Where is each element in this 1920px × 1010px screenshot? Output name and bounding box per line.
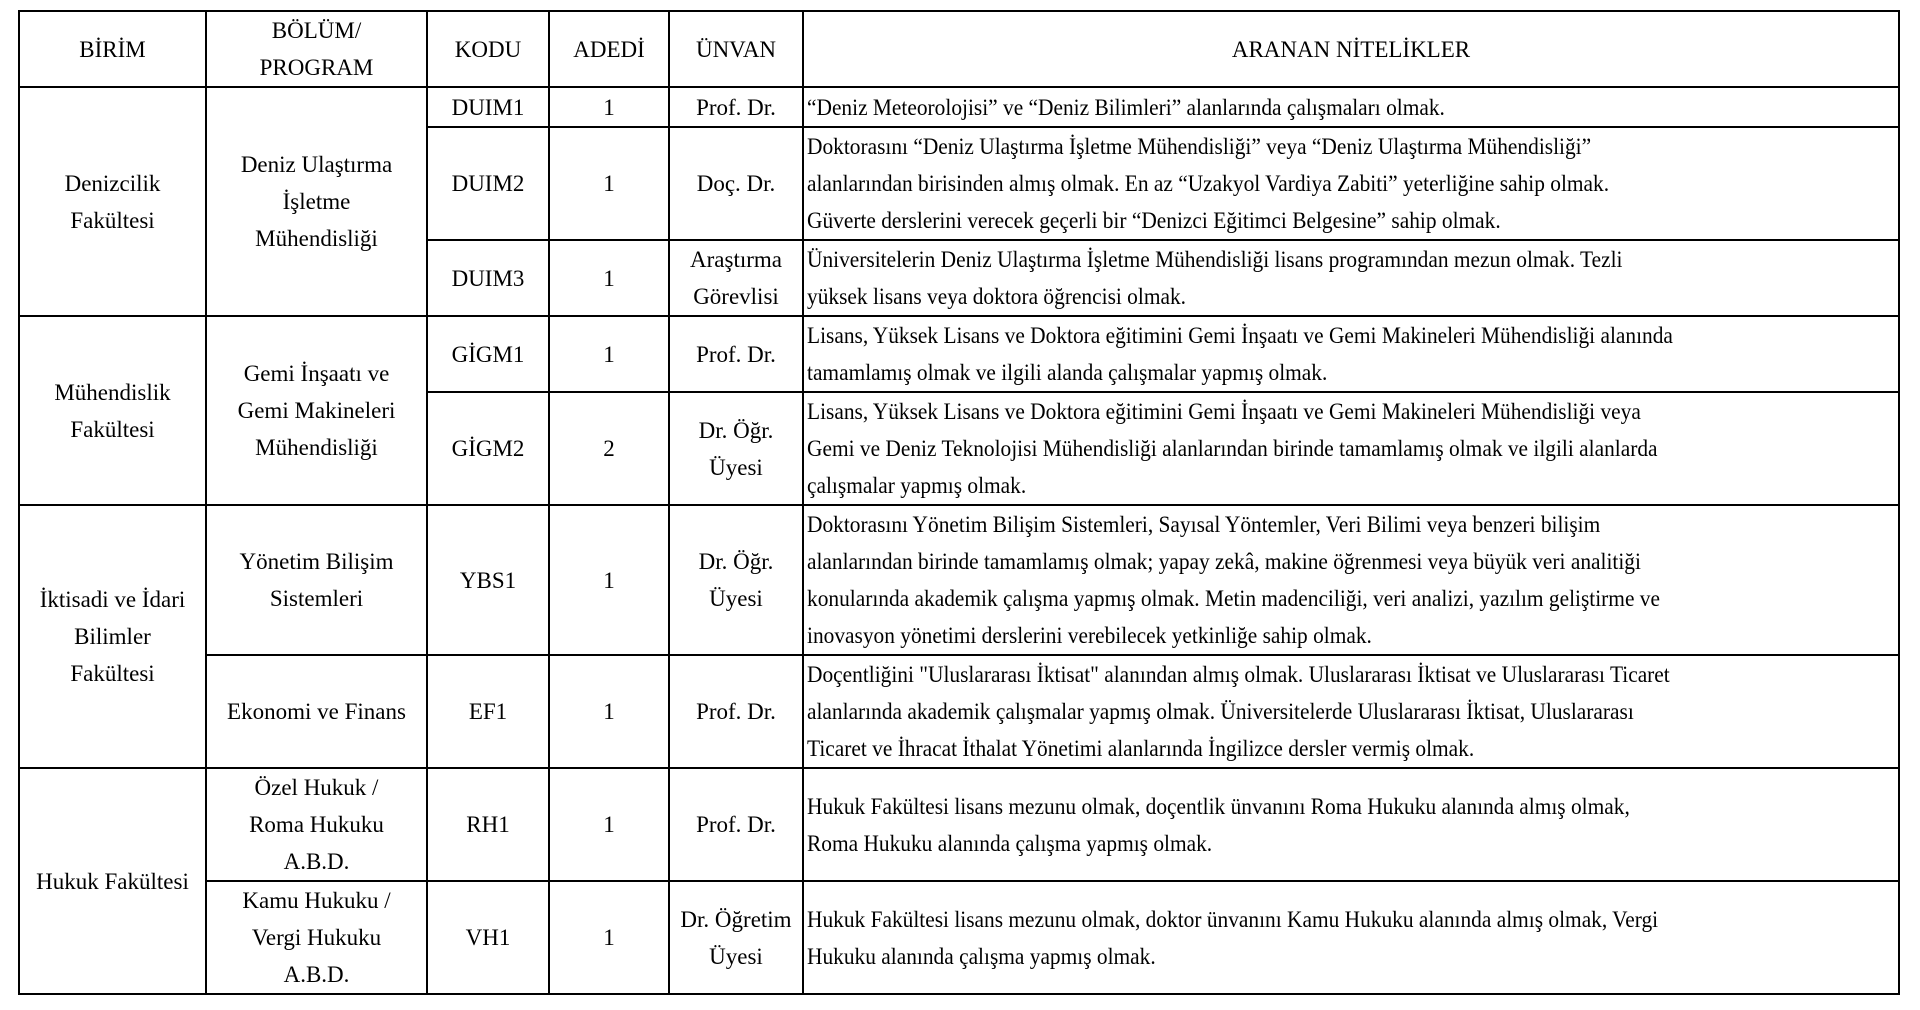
title-cell — [669, 505, 803, 655]
header-nitelikler: ARANAN NİTELİKLER — [803, 11, 1899, 87]
unit-name-line: Mühendislik — [54, 379, 171, 405]
header-row — [19, 11, 1899, 87]
header-adedi: ADEDİ — [549, 11, 669, 87]
qualifications-cell — [803, 127, 1899, 240]
unit-cell — [19, 768, 206, 994]
count-cell: 1 — [549, 87, 669, 127]
program-name-line: Yönetim Bilişim — [239, 549, 394, 574]
qualifications-cell — [803, 87, 1899, 127]
title-cell — [669, 768, 803, 881]
qualifications-cell — [803, 392, 1899, 505]
qualification-line: çalışmalar yapmış olmak. — [807, 473, 1027, 498]
unit-name-line: Denizcilik — [64, 170, 161, 196]
program-name-line: Gemi Makineleri — [237, 398, 396, 423]
qualification-line: alanlarından birinde tamamlamış olmak; yapay zekâ, makine öğrenmesi veya büyük veri analitiği — [807, 549, 1641, 574]
program-cell — [206, 768, 427, 881]
program-name-line: Sistemleri — [269, 586, 364, 611]
code-cell: GİGM1 — [427, 316, 549, 392]
program-name-line: A.B.D. — [283, 849, 350, 874]
qualification-line: Hukuku alanında çalışma yapmış olmak. — [807, 943, 1156, 969]
qualification-line: Ticaret ve İhracat İthalat Yönetimi alanlarında İngilizce dersler vermiş olmak. — [807, 736, 1475, 761]
title-cell — [669, 316, 803, 392]
qualification-line: tamamlamış olmak ve ilgili alanda çalışmalar yapmış olmak. — [807, 360, 1328, 385]
table-row — [19, 655, 1899, 768]
code-cell: VH1 — [427, 881, 549, 994]
program-cell — [206, 505, 427, 655]
program-name-line: Gemi İnşaatı ve — [243, 361, 390, 386]
qualifications-cell — [803, 240, 1899, 316]
qualification-line: Roma Hukuku alanında çalışma yapmış olmak. — [807, 830, 1213, 856]
qualifications-cell — [803, 316, 1899, 392]
title-line: Prof. Dr. — [696, 699, 776, 724]
qualification-line: Lisans, Yüksek Lisans ve Doktora eğitimini Gemi İnşaatı ve Gemi Makineleri Mühendisliği alanında — [807, 323, 1673, 348]
unit-cell — [19, 505, 206, 768]
title-cell — [669, 87, 803, 127]
code-cell: DUIM3 — [427, 240, 549, 316]
program-cell — [206, 881, 427, 994]
qualification-line: yüksek lisans veya doktora öğrencisi olmak. — [807, 284, 1187, 309]
count-cell: 1 — [549, 505, 669, 655]
unit-cell — [19, 316, 206, 505]
program-cell — [206, 655, 427, 768]
title-cell — [669, 655, 803, 768]
code-cell: RH1 — [427, 768, 549, 881]
qualification-line: konularında akademik çalışma yapmış olmak. Metin madenciliği, veri analizi, yazılım geliştirme ve — [807, 586, 1660, 611]
table-row — [19, 768, 1899, 881]
unit-name-line: Fakültesi — [70, 661, 155, 686]
count-cell: 1 — [549, 768, 669, 881]
title-line: Dr. Öğr. — [698, 549, 774, 574]
count-cell: 1 — [549, 655, 669, 768]
qualification-line: Doktorasını “Deniz Ulaştırma İşletme Mühendisliği” veya “Deniz Ulaştırma Mühendisliği” — [807, 134, 1592, 159]
header-bolum — [206, 11, 427, 87]
title-cell — [669, 127, 803, 240]
title-line: Üyesi — [709, 586, 763, 611]
code-cell: EF1 — [427, 655, 549, 768]
qualification-line: alanlarından birisinden almış olmak. En az “Uzakyol Vardiya Zabiti” yeterliğine sahip olmak. — [807, 171, 1610, 196]
program-name-line: Mühendisliği — [255, 226, 378, 251]
count-cell: 1 — [549, 127, 669, 240]
title-line: Prof. Dr. — [696, 94, 776, 120]
header-bolum-line: PROGRAM — [259, 55, 374, 80]
header-bolum-line: BÖLÜM/ — [271, 18, 362, 43]
qualification-line: Doktorasını Yönetim Bilişim Sistemleri, Sayısal Yöntemler, Veri Bilimi veya benzeri bilişim — [807, 512, 1601, 537]
program-name-line: Ekonomi ve Finans — [227, 699, 406, 724]
unit-cell — [19, 87, 206, 316]
qualifications-cell — [803, 768, 1899, 881]
qualification-line: alanlarında akademik çalışmalar yapmış olmak. Üniversitelerde Uluslararası İktisat, Uluslararası — [807, 699, 1634, 724]
table-row — [19, 316, 1899, 392]
program-name-line: Roma Hukuku — [249, 812, 384, 837]
qualification-line: “Deniz Meteorolojisi” ve “Deniz Bilimleri” alanlarında çalışmaları olmak. — [807, 94, 1445, 120]
qualifications-cell — [803, 505, 1899, 655]
unit-name-line: İktisadi ve İdari — [39, 587, 186, 612]
count-cell: 1 — [549, 240, 669, 316]
academic-positions-table — [18, 10, 1900, 995]
program-name-line: Mühendisliği — [255, 435, 378, 460]
title-line: Üyesi — [709, 454, 763, 480]
qualification-line: Gemi ve Deniz Teknolojisi Mühendisliği alanlarından birinde tamamlamış olmak ve ilgili alanlarda — [807, 436, 1658, 461]
qualifications-cell — [803, 881, 1899, 994]
header-birim: BİRİM — [19, 11, 206, 87]
program-cell — [206, 87, 427, 316]
qualification-line: Güverte derslerini verecek geçerli bir “Denizci Eğitimci Belgesine” sahip olmak. — [807, 208, 1501, 233]
program-name-line: Özel Hukuk / — [254, 775, 379, 800]
unit-name-line: Hukuk Fakültesi — [36, 868, 189, 894]
unit-name-line: Fakültesi — [70, 207, 155, 233]
program-name-line: Vergi Hukuku — [251, 925, 382, 950]
title-line: Araştırma — [690, 247, 782, 272]
unit-name-line: Fakültesi — [70, 416, 155, 442]
table-row — [19, 881, 1899, 994]
qualifications-cell — [803, 655, 1899, 768]
qualification-line: Lisans, Yüksek Lisans ve Doktora eğitimini Gemi İnşaatı ve Gemi Makineleri Mühendisliği veya — [807, 399, 1641, 424]
title-line: Doç. Dr. — [696, 171, 776, 196]
title-cell — [669, 392, 803, 505]
title-line: Dr. Öğretim — [680, 906, 792, 932]
program-name-line: A.B.D. — [283, 962, 350, 987]
title-line: Dr. Öğr. — [698, 417, 774, 443]
table-row — [19, 505, 1899, 655]
code-cell: YBS1 — [427, 505, 549, 655]
code-cell: DUIM1 — [427, 87, 549, 127]
program-name-line: Kamu Hukuku / — [242, 888, 391, 913]
title-line: Prof. Dr. — [696, 341, 776, 367]
title-cell — [669, 240, 803, 316]
qualification-line: Hukuk Fakültesi lisans mezunu olmak, doktor ünvanını Kamu Hukuku alanında almış olmak, Vergi — [807, 906, 1659, 932]
header-unvan: ÜNVAN — [669, 11, 803, 87]
title-line: Prof. Dr. — [696, 812, 776, 837]
count-cell: 1 — [549, 316, 669, 392]
title-line: Üyesi — [709, 943, 763, 969]
title-cell — [669, 881, 803, 994]
program-name-line: İşletme — [282, 189, 351, 214]
qualification-line: Üniversitelerin Deniz Ulaştırma İşletme Mühendisliği lisans programından mezun olmak. Tezli — [807, 247, 1623, 272]
unit-name-line: Bilimler — [74, 624, 151, 649]
count-cell: 2 — [549, 392, 669, 505]
qualification-line: Hukuk Fakültesi lisans mezunu olmak, doçentlik ünvanını Roma Hukuku alanında almış olmak, — [807, 793, 1630, 819]
code-cell: DUIM2 — [427, 127, 549, 240]
qualification-line: inovasyon yönetimi derslerini verebilecek yetkinliğe sahip olmak. — [807, 623, 1372, 648]
count-cell: 1 — [549, 881, 669, 994]
table-row — [19, 87, 1899, 127]
program-cell — [206, 316, 427, 505]
qualification-line: Doçentliğini "Uluslararası İktisat" alanından almış olmak. Uluslararası İktisat ve Uluslararası Ticaret — [807, 662, 1670, 687]
program-name-line: Deniz Ulaştırma — [240, 152, 393, 177]
code-cell: GİGM2 — [427, 392, 549, 505]
title-line: Görevlisi — [693, 284, 779, 309]
header-kodu: KODU — [427, 11, 549, 87]
